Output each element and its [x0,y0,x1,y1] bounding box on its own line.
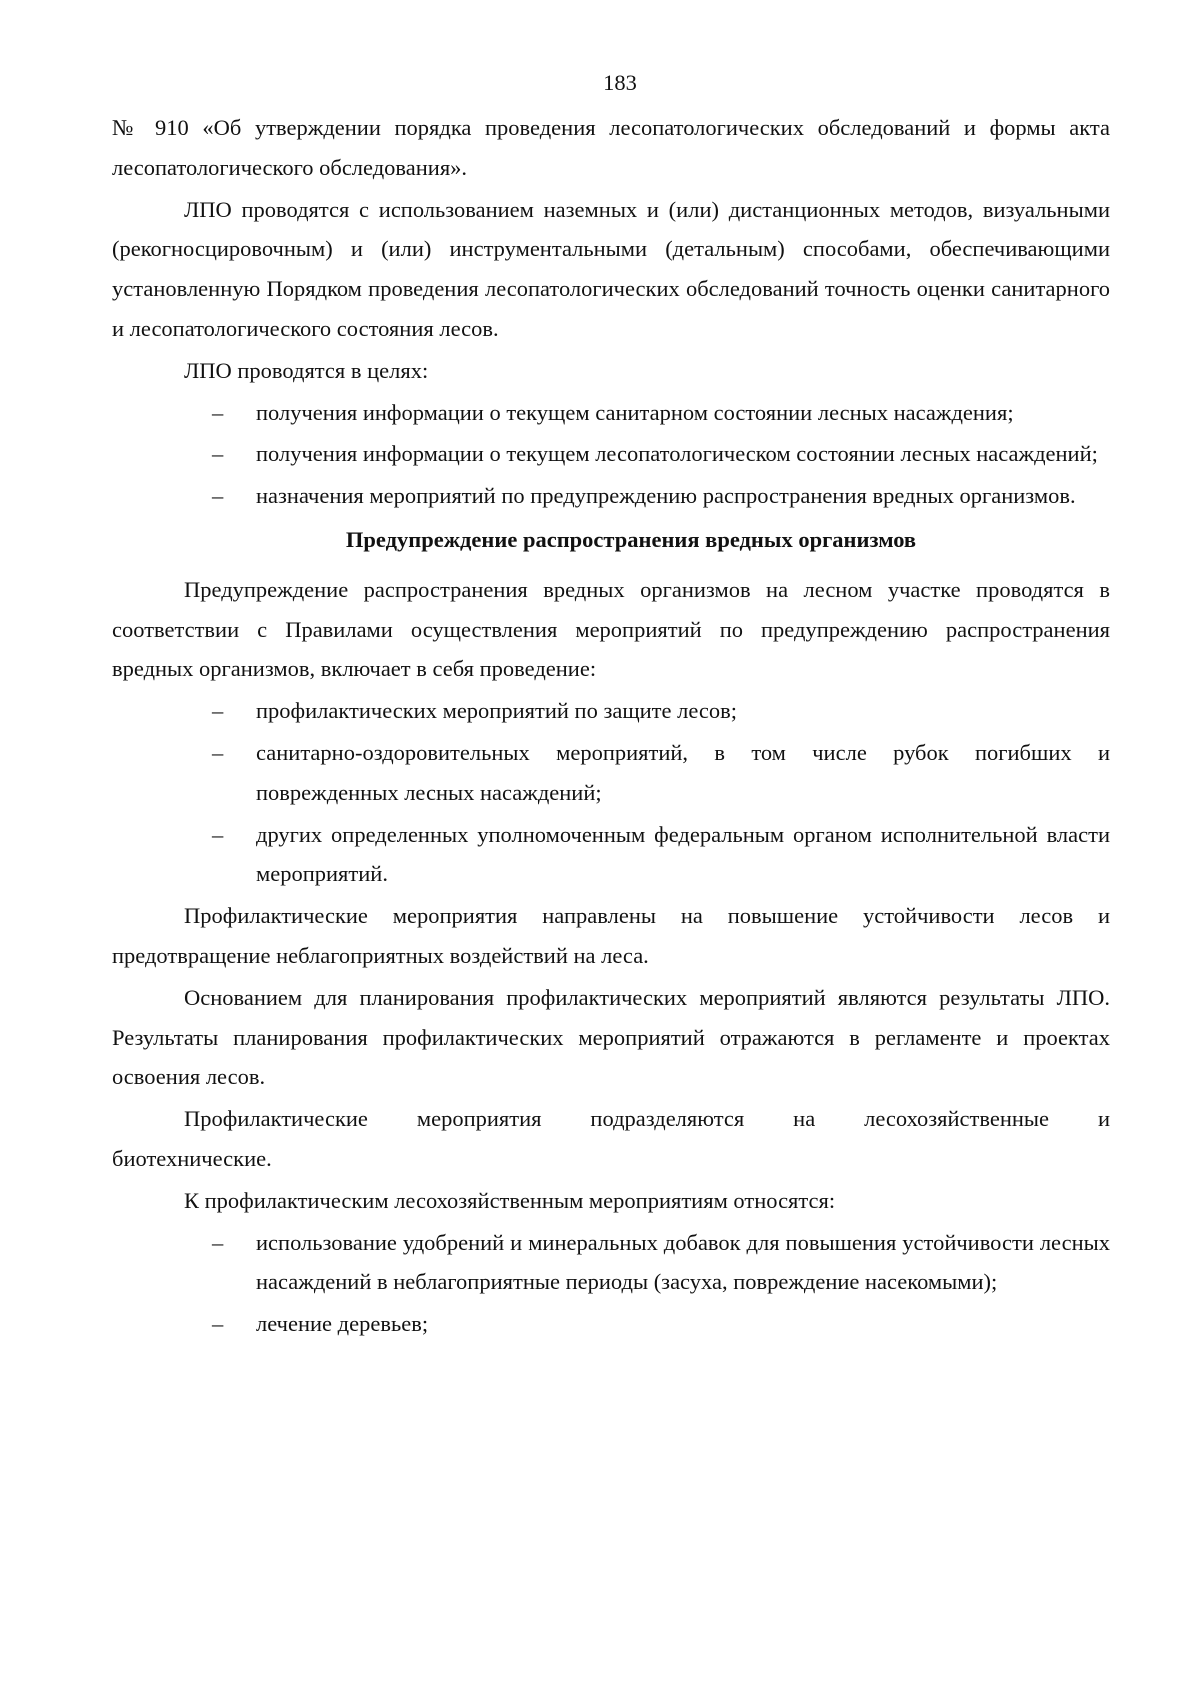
list-item [112,733,1110,813]
list-marker: – [212,821,224,847]
list-marker: – [212,1311,224,1337]
paragraph-line: биотехнические. [112,1145,272,1171]
paragraph: Предупреждение распространения вредных организмов на лесном участке проводятся в соответствии с Правилами осуществления мероприятий по предупреждению распространения вредных организмов, включает в себя проведение: [112,576,1110,682]
list-item-text: назначения мероприятий по предупреждению распространения вредных организмов. [256,483,1076,509]
bullet-list [112,1223,1110,1344]
section-heading: Предупреждение распространения вредных организмов [345,526,917,552]
list-item [112,815,1110,895]
list-item [112,1304,1110,1344]
list-item-text: санитарно-оздоровительных мероприятий, в том числе рубок погибших и поврежденных лесных насаждений; [256,739,1110,805]
paragraph: Профилактические мероприятия направлены на повышение устойчивости лесов и предотвращение неблагоприятных воздействий на леса. [112,903,1110,968]
list-marker: – [212,1229,224,1255]
list-item [112,691,1110,731]
bullet-list [112,691,1110,894]
list-item [112,393,1110,433]
bullet-list [112,393,1110,516]
list-item [112,476,1110,516]
list-marker: – [212,399,224,425]
list-item-text: профилактических мероприятий по защите лесов; [256,698,738,724]
paragraph: № 910 «Об утверждении порядка проведения лесопатологических обследований и формы акта лесопатологического обследования». [112,115,1110,180]
document-body [112,108,1110,1346]
list-marker: – [212,698,224,724]
page-number: 183 [603,70,637,95]
paragraph: Основанием для планирования профилактических мероприятий являются результаты ЛПО. Результаты планирования профилактических мероприятий отражаются в регламенте и проектах освоения лесов. [112,984,1110,1090]
list-item-text: использование удобрений и минеральных добавок для повышения устойчивости лесных насаждений в неблагоприятные периоды (засуха, повреждение насекомыми); [256,1229,1110,1295]
paragraph-line: Профилактические мероприятия подразделяются на лесохозяйственные и [184,1106,1110,1132]
paragraph: ЛПО проводятся с использованием наземных и (или) дистанционных методов, визуальными (рекогносцировочным) и (или) инструментальными (детальным) способами, обеспечивающими установленную Порядком проведения лесопатологических обследований точность оценки санитарного и лесопатологического состояния лесов. [112,196,1110,341]
list-item-text: других определенных уполномоченным федеральным органом исполнительной власти мероприятий. [256,821,1110,887]
list-item-text: лечение деревьев; [256,1311,429,1337]
list-marker: – [212,483,224,509]
list-item [112,434,1110,474]
list-marker: – [212,441,224,467]
paragraph: К профилактическим лесохозяйственным мероприятиям относятся: [184,1187,836,1213]
paragraph [112,1099,1110,1179]
list-item-text: получения информации о текущем санитарном состоянии лесных насаждения; [256,399,1014,425]
paragraph: ЛПО проводятся в целях: [184,357,429,383]
list-marker: – [212,739,224,765]
list-item [112,1223,1110,1303]
list-item-text: получения информации о текущем лесопатологическом состоянии лесных насаждений; [256,441,1098,467]
